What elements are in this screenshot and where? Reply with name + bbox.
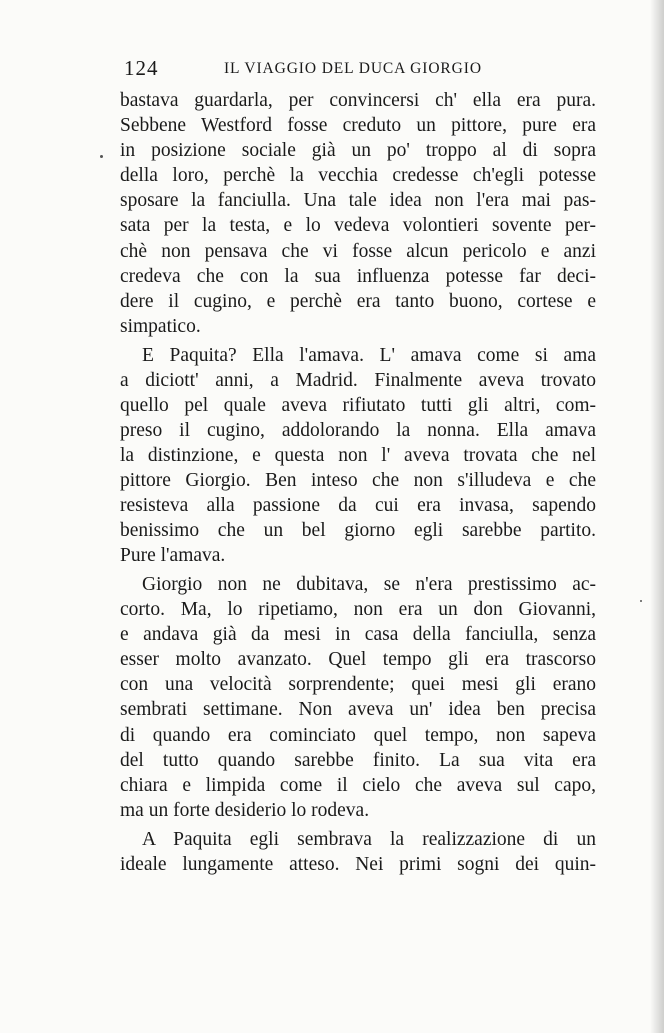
text-line: dere il cugino, e perchè era tanto buono, cortese e [120,290,596,312]
text-line: credeva che con la sua influenza potesse far deci- [120,265,596,287]
text-line: benissimo che un bel giorno egli sarebbe partito. [120,520,596,542]
body-text [120,88,596,877]
text-line: ideale lungamente atteso. Nei primi sogni dei quin- [120,853,596,875]
text-line: la distinzione, e questa non l' aveva trovata che nel [120,444,596,466]
running-title: IL VIAGGIO DEL DUCA GIORGIO [224,60,482,77]
text-line: sposare la fanciulla. Una tale idea non l'era mai pas- [120,190,596,212]
text-line: esser molto avanzato. Quel tempo gli era trascorso [120,649,596,671]
text-line: chiara e limpida come il cielo che aveva sul capo, [120,774,596,796]
text-line: a diciott' anni, a Madrid. Finalmente aveva trovato [120,369,596,391]
page-number: 124 [124,56,159,80]
text-line: resisteva alla passione da cui era invasa, sapendo [120,495,596,517]
text-line: ma un forte desiderio lo rodeva. [120,799,370,821]
text-line: corto. Ma, lo ripetiamo, non era un don Giovanni, [120,599,596,621]
paper-speck [100,155,103,158]
text-line: Sebbene Westford fosse creduto un pittore, pure era [120,115,596,137]
text-line: sembrati settimane. Non aveva un' idea ben precisa [120,699,596,721]
text-line: Giorgio non ne dubitava, se n'era prestissimo ac- [142,573,596,595]
text-line: pittore Giorgio. Ben inteso che non s'illudeva e che [120,470,596,491]
paper-speck [640,600,642,602]
text-line: con una velocità sorprendente; quei mesi gli erano [120,674,596,696]
text-line: bastava guardarla, per convincersi ch' ella era pura. [120,90,596,111]
paragraph [120,343,596,569]
text-line: della loro, perchè la vecchia credesse ch'egli potesse [120,165,596,187]
text-line: E Paquita? Ella l'amava. L' amava come si ama [142,344,596,366]
text-line: preso il cugino, addolorando la nonna. Ella amava [120,419,596,441]
paragraph [120,572,596,823]
page-header [124,56,596,86]
text-line: e andava già da mesi in casa della fanciulla, senza [120,624,596,646]
text-line: A Paquita egli sembrava la realizzazione di un [142,828,596,850]
text-line: quello pel quale aveva rifiutato tutti gli altri, com- [120,394,596,416]
text-line: in posizione sociale già un po' troppo al di sopra [120,140,596,162]
text-line: chè non pensava che vi fosse alcun pericolo e anzi [120,240,596,262]
text-line: simpatico. [120,315,201,337]
paragraph [120,88,596,339]
text-line: di quando era cominciato quel tempo, non sapeva [120,724,596,746]
text-line: sata per la testa, e lo vedeva volontieri sovente per- [120,215,596,237]
text-line: Pure l'amava. [120,545,226,567]
text-line: del tutto quando sarebbe finito. La sua vita era [120,749,596,771]
paragraph [120,827,596,877]
